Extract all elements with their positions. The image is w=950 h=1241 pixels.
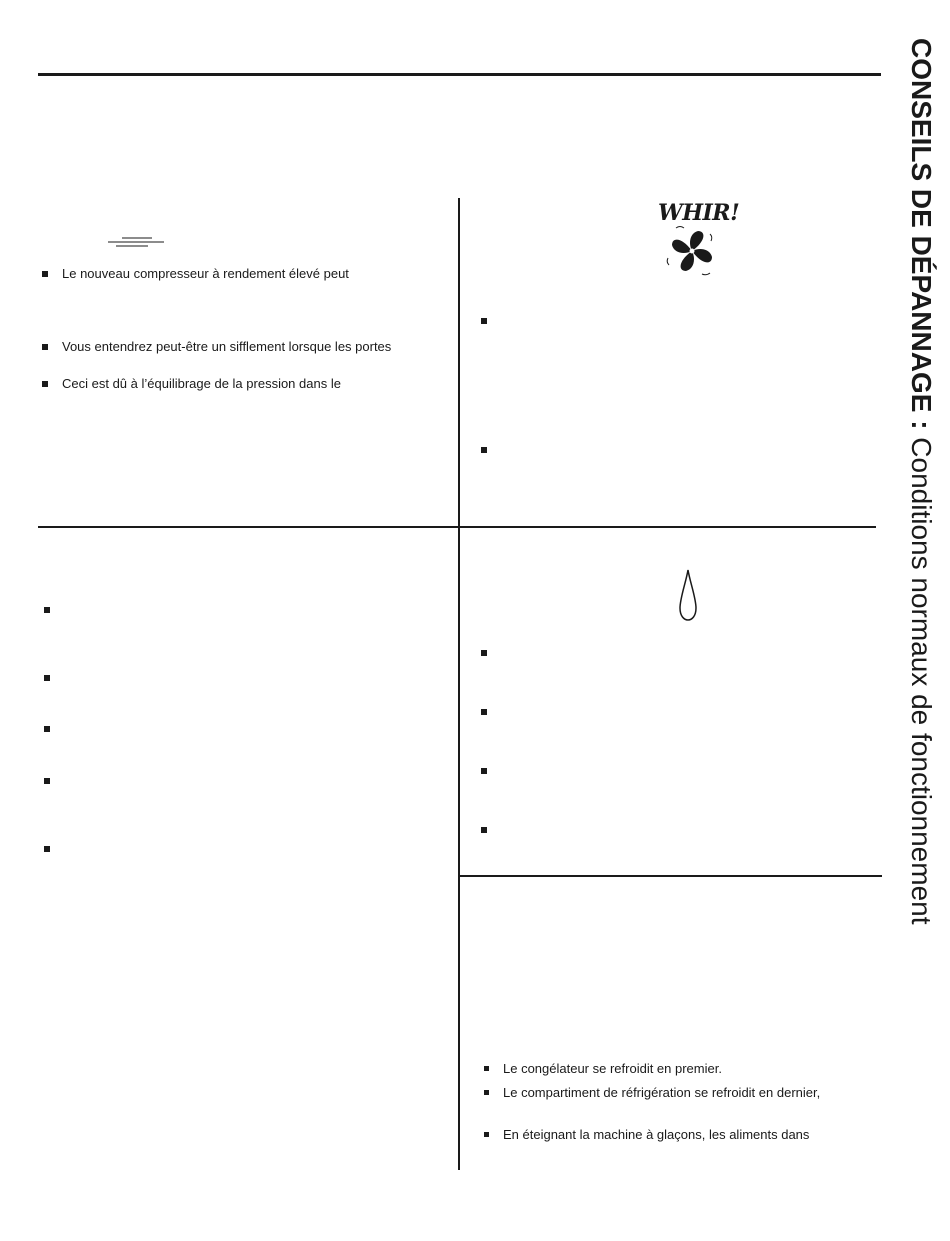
- list-item: [42, 339, 391, 355]
- bullet-icon: [484, 1132, 489, 1137]
- list-item: [484, 1127, 809, 1143]
- fan-icon: [664, 224, 720, 278]
- bullet-icon: [44, 778, 50, 784]
- bullet-icon: [44, 726, 50, 732]
- bullet-icon: [481, 318, 487, 324]
- bullet-icon: [44, 846, 50, 852]
- bullet-icon: [42, 344, 48, 350]
- bullet-icon: [481, 709, 487, 715]
- list-item-text: En éteignant la machine à glaçons, les aliments dans: [503, 1127, 810, 1142]
- mid-rule-left: [38, 526, 458, 528]
- list-item: [42, 266, 349, 282]
- top-rule: [38, 73, 881, 76]
- bullet-icon: [484, 1066, 489, 1071]
- bullet-icon: [44, 675, 50, 681]
- lower-rule-right: [460, 875, 882, 877]
- bullet-icon: [481, 827, 487, 833]
- list-item-text: Vous entendrez peut-être un sifflement lorsque les portes: [62, 339, 392, 354]
- side-title-bold: CONSEILS DE DÉPANNAGE :: [906, 38, 937, 430]
- list-item-text: Le congélateur se refroidit en premier.: [503, 1061, 722, 1076]
- bullet-icon: [481, 650, 487, 656]
- center-divider: [458, 198, 460, 1170]
- bullet-icon: [42, 381, 48, 387]
- bullet-icon: [42, 271, 48, 277]
- list-item: [484, 1061, 722, 1077]
- side-title-regular: Conditions normaux de fonctionnement: [906, 429, 937, 925]
- sound-lines-icon: [108, 236, 164, 250]
- mid-rule-right: [460, 526, 876, 528]
- list-item: [42, 376, 341, 392]
- bullet-icon: [481, 768, 487, 774]
- bullet-icon: [481, 447, 487, 453]
- whir-sound-label: WHIR!: [658, 200, 740, 226]
- water-drop-icon: [678, 568, 698, 622]
- bullet-icon: [44, 607, 50, 613]
- page-side-title: [905, 38, 937, 925]
- list-item-text: Le nouveau compresseur à rendement élevé peut: [62, 266, 349, 281]
- bullet-icon: [484, 1090, 489, 1095]
- list-item: [484, 1085, 820, 1101]
- list-item-text: Le compartiment de réfrigération se refroidit en dernier,: [503, 1085, 821, 1100]
- list-item-text: Ceci est dû à l’équilibrage de la pression dans le: [62, 376, 341, 391]
